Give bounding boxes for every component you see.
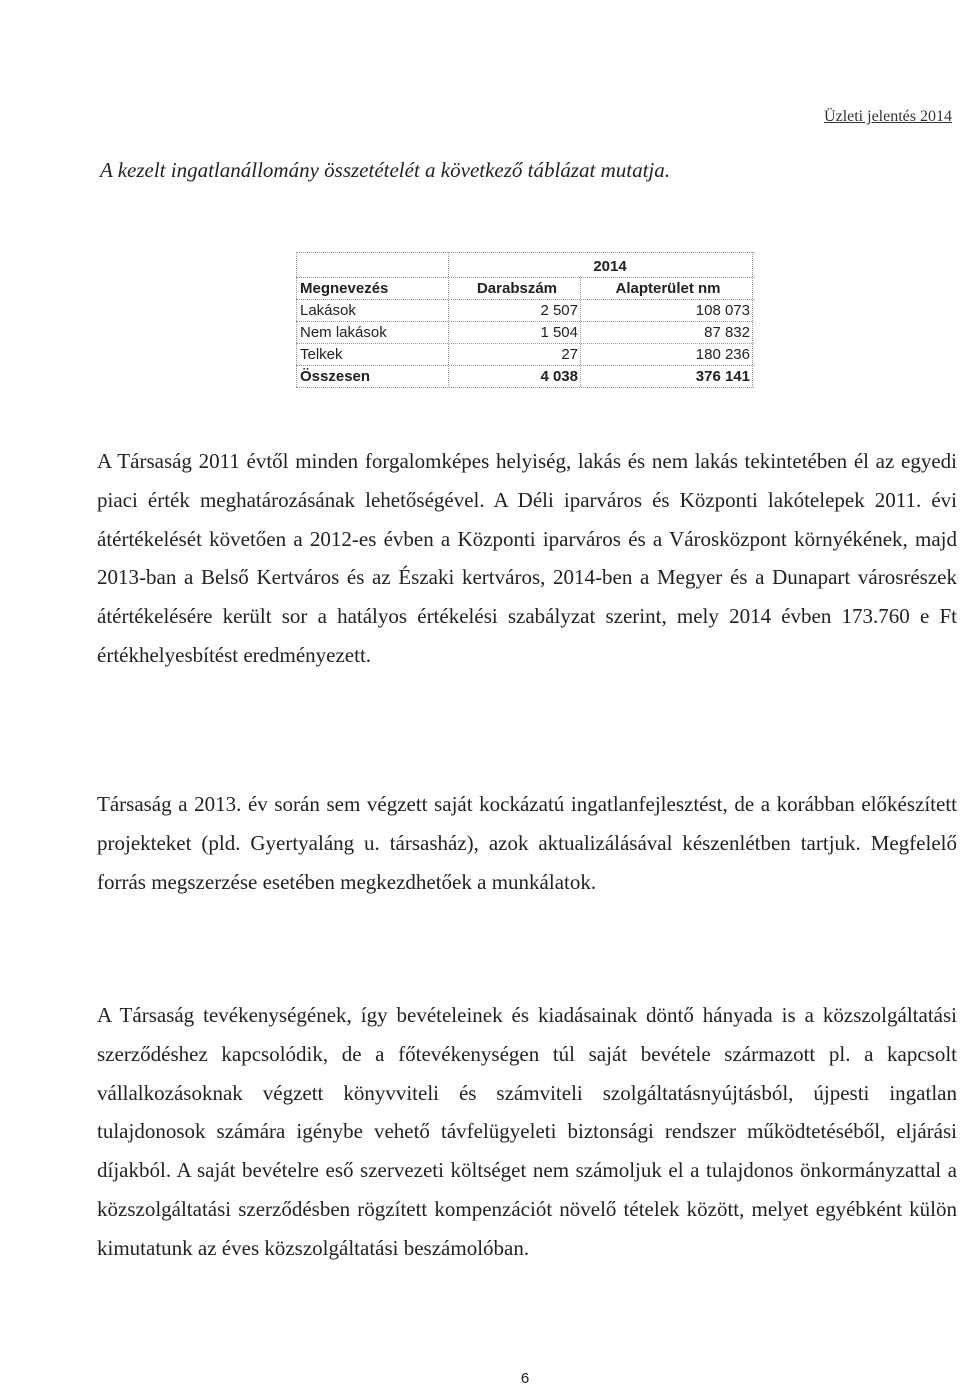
row-name: Nem lakások [300,324,387,341]
row-area: 180 236 [695,346,750,363]
row-name: Lakások [300,302,356,319]
table-total-row [296,366,754,388]
paragraph-revenue: A Társaság tevékenységének, így bevételeinek és kiadásainak döntő hányada is a közszolgáltatási szerződéshez kapcsolódik, de a főtevékenységen túl saját bevétele származott pl. a kapcsolt vállalkozásoknak végzett könyvviteli és számviteli szolgáltatásnyújtásból, újpesti ingatlan tulajdonosok számára igénybe vehető távfelügyeleti biztonsági rendszer működtetéséből, eljárási díjakból. A saját bevételre eső szervezeti költséget nem számoljuk el a tulajdonos önkormányzattal a közszolgáltatási szerződésben rögzített kompenzációt növelő tételek között, melyet egyébként külön kimutatunk az éves közszolgáltatási beszámolóban. [97,1003,957,1260]
page-number: 6 [520,1370,530,1387]
header-area: Alapterület nm [615,280,721,297]
row-area: 87 832 [704,324,750,341]
row-count: 1 504 [540,324,578,341]
paragraph-development: Társaság a 2013. év során sem végzett saját kockázatú ingatlanfejlesztést, de a korábban előkészített projekteket (pld. Gyertyaláng u. társasház), azok aktualizálásával készenlétben tartjuk. Megfelelő forrás megszerzése esetében megkezdhetőek a munkálatok. [97,792,957,894]
total-area: 376 141 [695,368,750,385]
row-count: 2 507 [540,302,578,319]
table-header-row [296,278,754,300]
table-row [296,300,754,322]
table-year-row [296,252,754,278]
total-count: 4 038 [540,368,578,385]
total-name: Összesen [300,368,371,385]
paragraph-revaluation: A Társaság 2011 évtől minden forgalomképes helyiség, lakás és nem lakás tekintetében él az egyedi piaci érték meghatározásának lehetőségével. A Déli iparváros és Központi lakótelepek 2011. évi átértékelését követően a 2012-es évben a Központi iparváros és a Városközpont környékének, majd 2013-ban a Belső Kertváros és az Északi kertváros, 2014-ben a Megyer és a Dunapart városrészek átértékelésére került sor a hatályos értékelési szabályzat szerint, mely 2014 évben 173.760 e Ft értékhelyesbítést eredményezett. [97,449,957,667]
table-row [296,344,754,366]
property-table [296,252,754,388]
header-count: Darabszám [476,280,558,297]
header-name: Megnevezés [300,280,389,297]
table-intro-text: A kezelt ingatlanállomány összetételét a következő táblázat mutatja. [100,158,671,182]
report-title: Üzleti jelentés 2014 [824,108,952,125]
table-year: 2014 [593,258,627,275]
row-area: 108 073 [695,302,750,319]
row-count: 27 [561,346,578,363]
row-name: Telkek [300,346,343,363]
table-row [296,322,754,344]
